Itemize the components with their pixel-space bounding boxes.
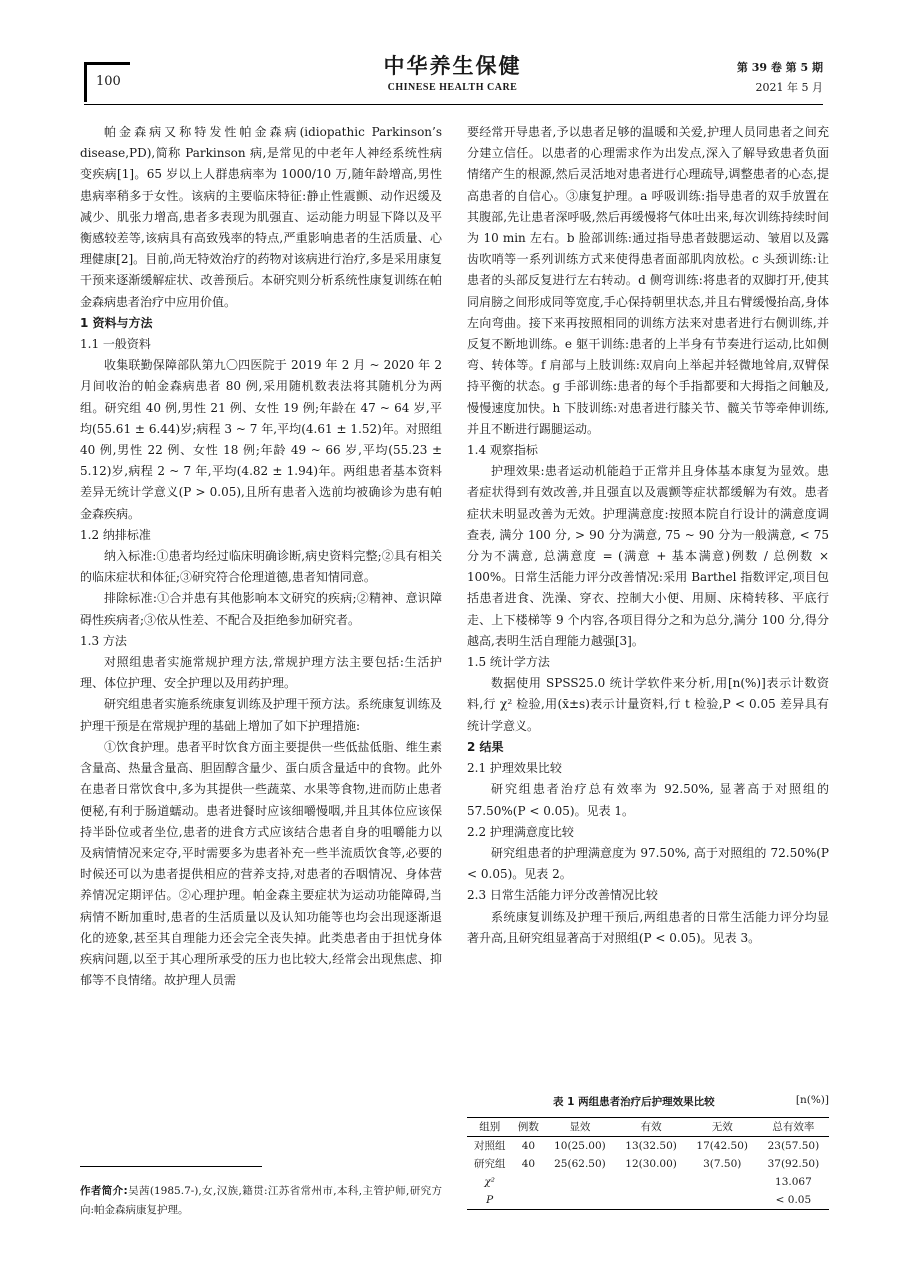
section-heading-2: 2 结果 [467, 739, 504, 754]
table-cell [616, 1173, 687, 1191]
table-cell [687, 1191, 758, 1210]
table-row [467, 1173, 829, 1191]
table-cell: 13(32.50) [625, 1140, 677, 1152]
table-header-row [467, 1118, 829, 1137]
table-caption: 表 1 两组患者治疗后护理效果比较 [553, 1096, 715, 1108]
journal-subtitle: CHINESE HEALTH CARE [387, 82, 518, 93]
table-cell [687, 1173, 758, 1191]
table-cell: 对照组 [473, 1140, 506, 1152]
table-header-cell: 有效 [640, 1121, 662, 1133]
table-row [467, 1191, 829, 1210]
paragraph-result-satisfaction: 研究组患者的护理满意度为 97.50%, 高于对照组的 72.50%(P < 0.05)。见表 2。 [467, 845, 829, 882]
issue-info [737, 58, 823, 98]
table-caption-row [467, 1094, 829, 1109]
section-heading-2-2: 2.2 护理满意度比较 [467, 824, 574, 839]
table-row [467, 1155, 829, 1173]
table-header-cell: 无效 [711, 1121, 733, 1133]
results-table [467, 1117, 829, 1210]
paragraph-statistics: 数据使用 SPSS25.0 统计学软件来分析,用[n(%)]表示计数资料,行 χ² 检验,用(x̄±s)表示计量资料,行 t 检验,P < 0.05 差异具有统计学意义。 [467, 676, 829, 733]
header-rule [84, 104, 823, 105]
section-heading-1-5: 1.5 统计学方法 [467, 655, 550, 670]
journal-title: 中华养生保健 [383, 53, 522, 78]
table-cell [544, 1173, 615, 1191]
section-heading-2-1: 2.1 护理效果比较 [467, 761, 562, 776]
table-cell: χ² [484, 1176, 495, 1188]
table-unit: [n(%)] [795, 1094, 829, 1106]
table-cell: 40 [521, 1158, 536, 1170]
table-cell: 40 [521, 1140, 536, 1152]
publication-date: 2021 年 5 月 [755, 81, 823, 94]
paragraph-continued: 要经常开导患者,予以患者足够的温暖和关爱,护理人员同患者之间充分建立信任。以患者的心理需求作为出发点,深入了解导致患者负面情绪产生的根源,然后灵活地对患者进行心理疏导,调整患者的心态,提高患者的自信心。③康复护理。a 呼吸训练:指导患者的双手放置在其腹部,先让患者深呼吸,然后再缓慢将气体吐出来,每次训练持续时间为 10 min 左右。b 脸部训练:通过指导患者鼓腮运动、皱眉以及露齿吹哨等一系列训练方式来使得患者面部肌肉放松。c 头颈训练:让患者的头部反复进行左右转动。d 侧弯训练:将患者的双脚打开,使其同肩膀之间形成同等宽度,手心保持朝里状态,并且右臂缓慢抬高,身体左向弯曲。接下来再按照相同的训练方法来对患者进行右侧训练,并反复不断地训练。e 躯干训练:患者的上半身有节奏进行运动,比如侧弯、转体等。f 肩部与上肢训练:双肩向上举起并轻微地耸肩,双臂保持平衡的状态。g 手部训练:患者的每个手指都要和大拇指之间触及,慢慢速度加快。h 下肢训练:对患者进行膝关节、髋关节等牵伸训练,并且不断进行踢腿运动。 [467, 125, 829, 436]
right-column [467, 122, 829, 949]
paragraph-inclusion: 纳入标准:①患者均经过临床明确诊断,病史资料完整;②具有相关的临床症状和体征;③研究符合伦理道德,患者知情同意。 [80, 549, 442, 585]
table-cell [616, 1191, 687, 1210]
footnote-text: 吴茜(1985.7-),女,汉族,籍贯:江苏省常州市,本科,主管护师,研究方向:帕金森病康复护理。 [80, 1185, 442, 1216]
table-cell: 研究组 [473, 1158, 506, 1170]
table-cell [512, 1191, 544, 1210]
author-footnote [80, 1182, 442, 1220]
table-cell: < 0.05 [775, 1194, 812, 1206]
paragraph-result-effect: 研究组患者治疗总有效率为 92.50%, 显著高于对照组的 57.50%(P < 0.05)。见表 1。 [467, 782, 829, 818]
table-header-cell: 组别 [479, 1121, 501, 1133]
table-cell: 10(25.00) [554, 1140, 606, 1152]
table-cell: 3(7.50) [703, 1158, 742, 1170]
table-cell: 37(92.50) [767, 1158, 820, 1170]
volume-issue: 第 39 卷 第 5 期 [736, 61, 823, 74]
footnote-rule [80, 1166, 262, 1167]
section-heading-2-3: 2.3 日常生活能力评分改善情况比较 [467, 888, 658, 903]
table-cell [544, 1191, 615, 1210]
intro-paragraph: 帕金森病又称特发性帕金森病(idiopathic Parkinson’s disease,PD),简称 Parkinson 病,是常见的中老年人神经系统性病变疾病[1]。65 岁以上人群患病率为 1000/10 万,随年龄增高,男性患病率稍多于女性。该病的主要临床特征:静止性震颤、动作迟缓及减少、肌张力增高,患者多表现为肌强直、运动能力明显下降以及平衡感较差等,该病具有高致残率的特点,严重影响患者的生活质量、心理健康[2]。目前,尚无特效治疗的药物对该病进行治疗,多是采用康复干预来逐渐缓解症状、改善预后。本研究则分析系统性康复训练在帕金森病患者治疗中应用价值。 [80, 125, 442, 309]
table-header-cell: 总有效率 [772, 1121, 815, 1133]
page-number: 100 [96, 74, 121, 89]
section-heading-1-3: 1.3 方法 [80, 633, 127, 648]
table-cell: 23(57.50) [767, 1140, 820, 1152]
paragraph-general-data: 收集联勤保障部队第九〇四医院于 2019 年 2 月 ~ 2020 年 2 月间收治的帕金森病患者 80 例,采用随机数表法将其随机分为两组。研究组 40 例,男性 21 例、女性 19 例;年龄在 47 ~ 64 岁,平均(55.61 ± 6.44)岁;病程 3 ~ 7 年,平均(4.61 ± 1.52)年。对照组 40 例,男性 22 例、女性 18 例;年龄 49 ~ 66 岁,平均(55.23 ± 5.12)岁,病程 2 ~ 7 年,平均(4.82 ± 1.94)年。两组患者基本资料差异无统计学意义(P > 0.05),且所有患者入选前均被确诊为患有帕金森疾病。 [80, 358, 442, 521]
table-cell [512, 1173, 544, 1191]
table-row [467, 1137, 829, 1156]
left-column [80, 122, 442, 991]
table-cell: 12(30.00) [625, 1158, 677, 1170]
section-heading-1-2: 1.2 纳排标准 [80, 527, 151, 542]
paragraph-control-method: 对照组患者实施常规护理方法,常规护理方法主要包括:生活护理、体位护理、安全护理以及用药护理。 [80, 655, 442, 691]
paragraph-study-method: 研究组患者实施系统康复训练及护理干预方法。系统康复训练及护理干预是在常规护理的基础上增加了如下护理措施: [80, 697, 442, 733]
table-header-cell: 例数 [517, 1121, 539, 1133]
paragraph-result-adl: 系统康复训练及护理干预后,两组患者的日常生活能力评分均显著升高,且研究组显著高于对照组(P < 0.05)。见表 3。 [467, 909, 829, 945]
table-cell: 13.067 [775, 1176, 812, 1188]
section-heading-1: 1 资料与方法 [80, 315, 153, 330]
table-1 [467, 1094, 829, 1210]
table-cell: 25(62.50) [554, 1158, 606, 1170]
footnote-label: 作者简介: [80, 1185, 128, 1197]
section-heading-1-1: 1.1 一般资料 [80, 337, 151, 352]
paragraph-exclusion: 排除标准:①合并患有其他影响本文研究的疾病;②精神、意识障碍性疾病者;③依从性差、不配合及拒绝参加研究者。 [80, 591, 442, 627]
section-heading-1-4: 1.4 观察指标 [467, 443, 538, 458]
paragraph-indicators: 护理效果:患者运动机能趋于正常并且身体基本康复为显效。患者症状得到有效改善,并且强直以及震颤等症状都缓解为有效。患者症状未明显改善为无效。护理满意度:按照本院自行设计的满意度调查表, 满分 100 分, > 90 分为满意, 75 ~ 90 分为一般满意, < 75 分为不满意, 总满意度 = (满意 + 基本满意)例数 / 总例数 × 100%。日常生活能力评分改善情况:采用 Barthel 指数评定,项目包括患者进食、洗澡、穿衣、控制大小便、用厕、床椅转移、平底行走、上下楼梯等 9 个内容,各项目得分之和为总分,满分 100 分,得分越高,表明生活自理能力越强[3]。 [467, 464, 829, 648]
table-cell: P [486, 1194, 494, 1206]
paragraph-nursing-measures: ①饮食护理。患者平时饮食方面主要提供一些低盐低脂、维生素含量高、热量含量高、胆固醇含量少、蛋白质含量适中的食物。此外在患者日常饮食中,多为其提供一些蔬菜、水果等食物,进而防止患者便秘,有利于肠道蠕动。患者进餐时应该细嚼慢咽,并且其体位应该保持半卧位或者坐位,患者的进食方式应该结合患者自身的咀嚼能力以及病情情况来定夺,平时需要多为患者补充一些半流质饮食等,必要的时候还可以为患者提供相应的营养支持,对患者的吞咽情况、身体营养情况定期评估。②心理护理。帕金森主要症状为运动功能障碍,当病情不断加重时,患者的生活质量以及认知功能等也均会出现逐渐退化的迹象,甚至其自理能力还会完全丧失掉。此类患者由于担忧身体疾病问题,以至于其心理所承受的压力也比较大,经常会出现焦虑、抑郁等不良情绪。故护理人员需 [80, 739, 442, 988]
table-header-cell: 显效 [569, 1121, 591, 1133]
table-cell: 17(42.50) [696, 1140, 749, 1152]
